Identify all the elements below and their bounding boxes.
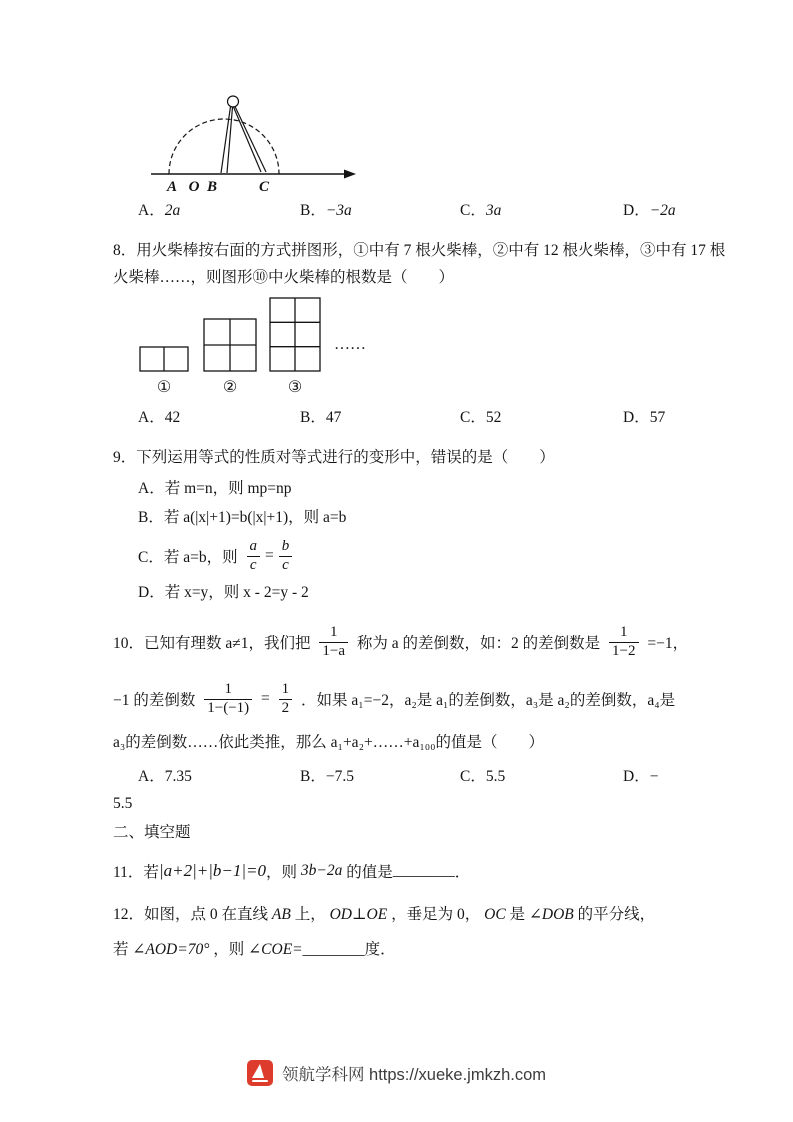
site-logo — [247, 1060, 273, 1086]
q12-line-ab: AB — [271, 906, 291, 923]
q7-option-c-label: C． — [460, 202, 486, 219]
q12-perpendicular-expression: OD⊥OE — [329, 906, 388, 923]
fraction-denominator: 2 — [279, 699, 293, 717]
q7-option-a — [138, 198, 180, 220]
compass-tool-icon — [221, 96, 266, 173]
q8-options-row — [113, 403, 680, 430]
q10-options-row — [113, 762, 680, 789]
q10-option-d-overflow: 5.5 — [113, 795, 133, 812]
fraction-numerator: 1 — [329, 624, 338, 641]
fraction-numerator: a — [249, 538, 257, 555]
q11-text-1: 11．若 — [113, 864, 159, 881]
q8-option-b: B．47 — [300, 409, 342, 426]
fraction-denominator: 1−2 — [609, 642, 638, 660]
q10-l1-text-3: =−1， — [643, 635, 689, 652]
q7-option-c-value: 3a — [485, 202, 502, 219]
q8-option-a: A．42 — [138, 409, 181, 426]
section-2-title: 二、填空题 — [113, 824, 191, 841]
q7-option-b — [300, 198, 352, 220]
footer — [0, 1060, 793, 1086]
q11-stem — [113, 855, 680, 887]
matchstick-grid-2 — [204, 319, 256, 371]
fraction-denominator: 1−a — [319, 642, 348, 660]
q8-stem-line2: 火柴棒……，则图形⑩中火柴棒的根数是（ ） — [113, 269, 455, 286]
compass-leg-right-b — [234, 107, 262, 172]
q9-option-c-fraction-1 — [246, 538, 260, 574]
q10-l2-text-1: −1 的差倒数 — [113, 692, 200, 709]
q8-option-d: D．57 — [623, 409, 666, 426]
q12-l1-text-1: 12．如图，点 0 在直线 — [113, 906, 272, 923]
compass-figure-svg — [149, 88, 364, 196]
point-label-b: B — [206, 179, 218, 195]
q11-abs-expression: |a+2|+|b−1|=0 — [158, 861, 267, 880]
compass-handle — [228, 96, 239, 107]
matchstick-grid-1 — [140, 347, 188, 371]
q12-l2-text-3: 度． — [364, 941, 396, 958]
q10-option-d: D．− — [623, 768, 659, 785]
q7-option-b-value: −3a — [325, 202, 352, 219]
q10-option-c: C．5.5 — [460, 768, 506, 785]
q8-option-c: C．52 — [460, 409, 502, 426]
q10-fraction-1-over-2 — [279, 681, 293, 717]
q9-option-c-text: C．若 a=b，则 — [138, 549, 242, 566]
q7-option-a-label: A． — [138, 202, 165, 219]
ellipsis-dots: …… — [334, 336, 366, 353]
q12-l2-text-1: 若 — [113, 941, 133, 958]
q12-answer-blank: ________ — [302, 941, 365, 958]
q10-l2-text-2: ．如果 a₁=−2，a₂是 a₁的差倒数，a₃是 a₂的差倒数，a₄是 — [297, 692, 676, 709]
q10-fraction-1-over-1-minus-a — [319, 624, 348, 660]
point-label-o: O — [188, 179, 200, 195]
logo-wave-icon — [252, 1080, 268, 1083]
fraction-numerator: 1 — [620, 624, 628, 641]
grid-1-label: ① — [156, 379, 172, 396]
q10-stem-line1 — [113, 614, 689, 670]
fraction-numerator: b — [281, 538, 290, 555]
q7-option-c — [460, 198, 501, 220]
q11-answer-blank: ________ — [392, 862, 455, 879]
q8-stem-line1: 8．用火柴棒按右面的方式拼图形，①中有 7 根火柴棒，②中有 12 根火柴棒，③中有 17 根 — [113, 242, 726, 259]
q9-stem: 9．下列运用等式的性质对等式进行的变形中，错误的是（ ） — [113, 449, 555, 466]
q9-option-c-fraction-2 — [279, 538, 293, 574]
q11-text-4: ． — [454, 864, 471, 881]
q7-option-d-value: −2a — [649, 202, 676, 219]
q10-option-a: A．7.35 — [138, 768, 192, 785]
q10-stem-line3: a₃的差倒数……依此类推，那么 a₁+a₂+……+a₁₀₀的值是（ ） — [113, 734, 545, 751]
fraction-numerator: 1 — [224, 681, 232, 698]
compass-leg-left-a — [221, 107, 231, 174]
q10-l2-equals: = — [257, 690, 274, 707]
q10-option-b: B．−7.5 — [300, 768, 354, 785]
q12-l1-text-5: 的平分线， — [573, 906, 656, 923]
q9-option-c — [138, 533, 680, 579]
q12-angle-coe: ∠COE= — [248, 941, 303, 958]
logo-sail-icon — [252, 1064, 264, 1078]
q10-fraction-1-over-1-minus-2 — [609, 624, 638, 660]
matchstick-figure-svg — [138, 297, 418, 397]
q7-options-row — [113, 196, 680, 223]
q10-l1-text-2: 称为 a 的差倒数，如：2 的差倒数是 — [353, 635, 605, 652]
q9-option-a: A．若 m=n，则 mp=np — [138, 480, 292, 497]
q10-fraction-1-over-1-minus-neg1 — [204, 681, 252, 717]
fraction-denominator: c — [279, 556, 292, 574]
point-label-c: C — [258, 179, 270, 195]
q9-option-d: D．若 x=y，则 x - 2=y - 2 — [138, 584, 309, 601]
footer-site-text: 领航学科网 https://xueke.jmkzh.com — [281, 1066, 547, 1084]
q12-l1-text-2: 上， — [290, 906, 330, 923]
q7-option-d-label: D． — [623, 202, 650, 219]
q9-option-b: B．若 a(|x|+1)=b(|x|+1)，则 a=b — [138, 509, 347, 526]
q9-option-c-equals: = — [264, 547, 274, 564]
matchstick-figure — [138, 297, 680, 397]
fraction-denominator: 1−(−1) — [204, 699, 252, 717]
q7-option-a-value: 2a — [164, 202, 181, 219]
q10-stem-line2 — [113, 670, 680, 728]
q10-l1-text-1: 10．已知有理数 a≠1，我们把 — [113, 635, 315, 652]
q11-target-expression: 3b−2a — [300, 862, 343, 879]
q12-l1-text-3: ，垂足为 0， — [387, 906, 485, 923]
q12-l1-text-4: 是 — [505, 906, 529, 923]
q8-stem — [113, 237, 726, 291]
compass-leg-right-a — [235, 107, 266, 173]
q11-text-2: ，则 — [266, 864, 301, 881]
q12-ray-oc: OC — [484, 906, 506, 923]
matchstick-grid-3 — [270, 298, 320, 371]
compass-construction-figure — [149, 88, 680, 196]
q11-text-3: 的值是 — [342, 864, 393, 881]
fraction-numerator: 1 — [281, 681, 290, 698]
q12-stem-line2 — [113, 933, 680, 967]
q12-angle-aod: ∠AOD=70° — [132, 941, 210, 958]
q12-l2-text-2: ，则 — [209, 941, 249, 958]
q12-angle-dob: ∠DOB — [528, 906, 574, 923]
q7-option-d — [623, 198, 676, 220]
q7-option-b-label: B． — [300, 202, 326, 219]
grid-3-label: ③ — [287, 379, 303, 396]
grid-2-label: ② — [222, 379, 238, 396]
arrowhead-icon — [344, 170, 356, 179]
compass-leg-left-b — [227, 107, 233, 173]
q12-stem-line1 — [113, 901, 680, 929]
fraction-denominator: c — [247, 556, 260, 574]
point-label-a: A — [166, 179, 178, 195]
